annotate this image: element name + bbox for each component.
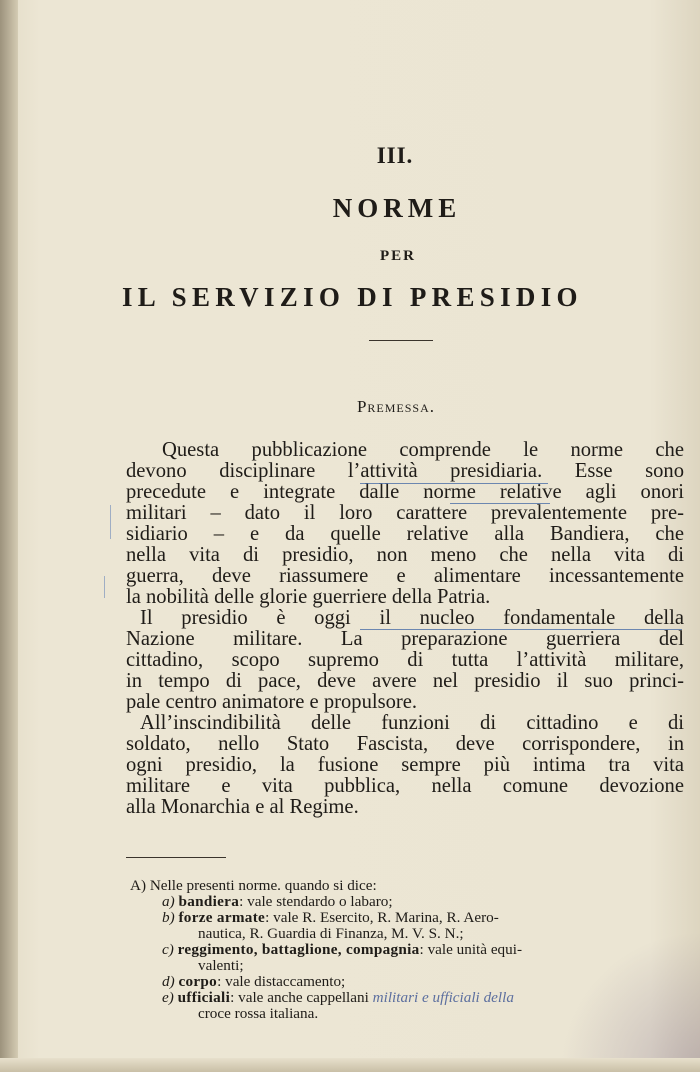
section-heading: Premessa. <box>356 397 436 416</box>
body-line: All’inscindibilità delle funzioni di cittadino e di <box>140 712 684 734</box>
footnote-item-b <box>130 910 690 926</box>
body-line: Nazione militare. La preparazione guerriera del <box>126 628 684 650</box>
chapter-title-line-3: IL SERVIZIO DI PRESIDIO <box>122 282 583 312</box>
handwritten-addition: militari e ufficiali della <box>372 989 514 1006</box>
footnote-letter: a) <box>162 893 175 910</box>
body-line: la nobilità delle glorie guerriere della Patria. <box>126 586 491 608</box>
pen-underline <box>450 503 550 504</box>
body-line: nella vita di presidio, non meno che nella vita di <box>126 544 684 566</box>
body-line: cittadino, scopo supremo di tutta l’attività militare, <box>126 649 684 671</box>
footnote-letter: c) <box>162 941 174 958</box>
footnote-term: bandiera <box>178 893 240 910</box>
body-line: ogni presidio, la fusione sempre più intima tra vita <box>126 754 684 776</box>
body-line: pale centro animatore e propulsore. <box>126 691 418 713</box>
pen-underline <box>360 629 682 630</box>
title-divider <box>369 340 433 341</box>
body-line: alla Monarchia e al Regime. <box>126 796 359 818</box>
page-bottom-edge <box>0 1058 700 1072</box>
footnote-letter: b) <box>162 909 175 926</box>
footnote-text: : vale unità equi- <box>419 941 523 958</box>
pen-margin-mark <box>110 505 111 539</box>
footnote-letter: d) <box>162 973 175 990</box>
chapter-title-line-2: PER <box>380 248 416 264</box>
body-line: devono disciplinare l’attività presidiaria. Esse sono <box>126 460 684 482</box>
footnote-term: reggimento, battaglione, compagnia <box>177 941 420 958</box>
footnote-continuation: nautica, R. Guardia di Finanza, M. V. S. N.; <box>198 925 464 942</box>
footnote-term: corpo <box>178 973 218 990</box>
footnote-text: : vale distaccamento; <box>217 973 346 990</box>
footnote-letter: e) <box>162 989 174 1006</box>
footnote-text: : vale stendardo o labaro; <box>239 893 393 910</box>
pen-underline <box>360 483 548 484</box>
page-corner-shadow <box>560 930 700 1072</box>
body-line: Il presidio è oggi il nucleo fondamentale della <box>140 607 684 629</box>
chapter-number: III. <box>376 143 414 168</box>
footnote-divider <box>126 857 226 858</box>
footnote-text: : vale R. Esercito, R. Marina, R. Aero- <box>265 909 499 926</box>
body-line: sidiario – e da quelle relative alla Bandiera, che <box>126 523 684 545</box>
body-line: guerra, deve riassumere e alimentare incessantemente <box>126 565 684 587</box>
body-line: militari – dato il loro carattere prevalentemente pre- <box>126 502 684 524</box>
pen-margin-mark <box>104 576 105 598</box>
body-line: precedute e integrate dalle norme relative agli onori <box>126 481 684 503</box>
body-line: militare e vita pubblica, nella comune devozione <box>126 775 684 797</box>
footnote-term: ufficiali <box>177 989 231 1006</box>
footnote-term: forze armate <box>178 909 266 926</box>
body-line: in tempo di pace, deve avere nel presidio il suo princi- <box>126 670 684 692</box>
footnote-text: : vale anche cappellani <box>230 989 369 1006</box>
footnote-item-a <box>130 894 690 910</box>
body-line: soldato, nello Stato Fascista, deve corrispondere, in <box>126 733 684 755</box>
footnote-continuation: valenti; <box>198 957 244 974</box>
body-line: Questa pubblicazione comprende le norme che <box>162 439 684 461</box>
footnote-intro: A) Nelle presenti norme. quando si dice: <box>130 877 377 894</box>
footnote-continuation: croce rossa italiana. <box>198 1005 319 1022</box>
chapter-title-line-1: NORME <box>332 193 462 223</box>
